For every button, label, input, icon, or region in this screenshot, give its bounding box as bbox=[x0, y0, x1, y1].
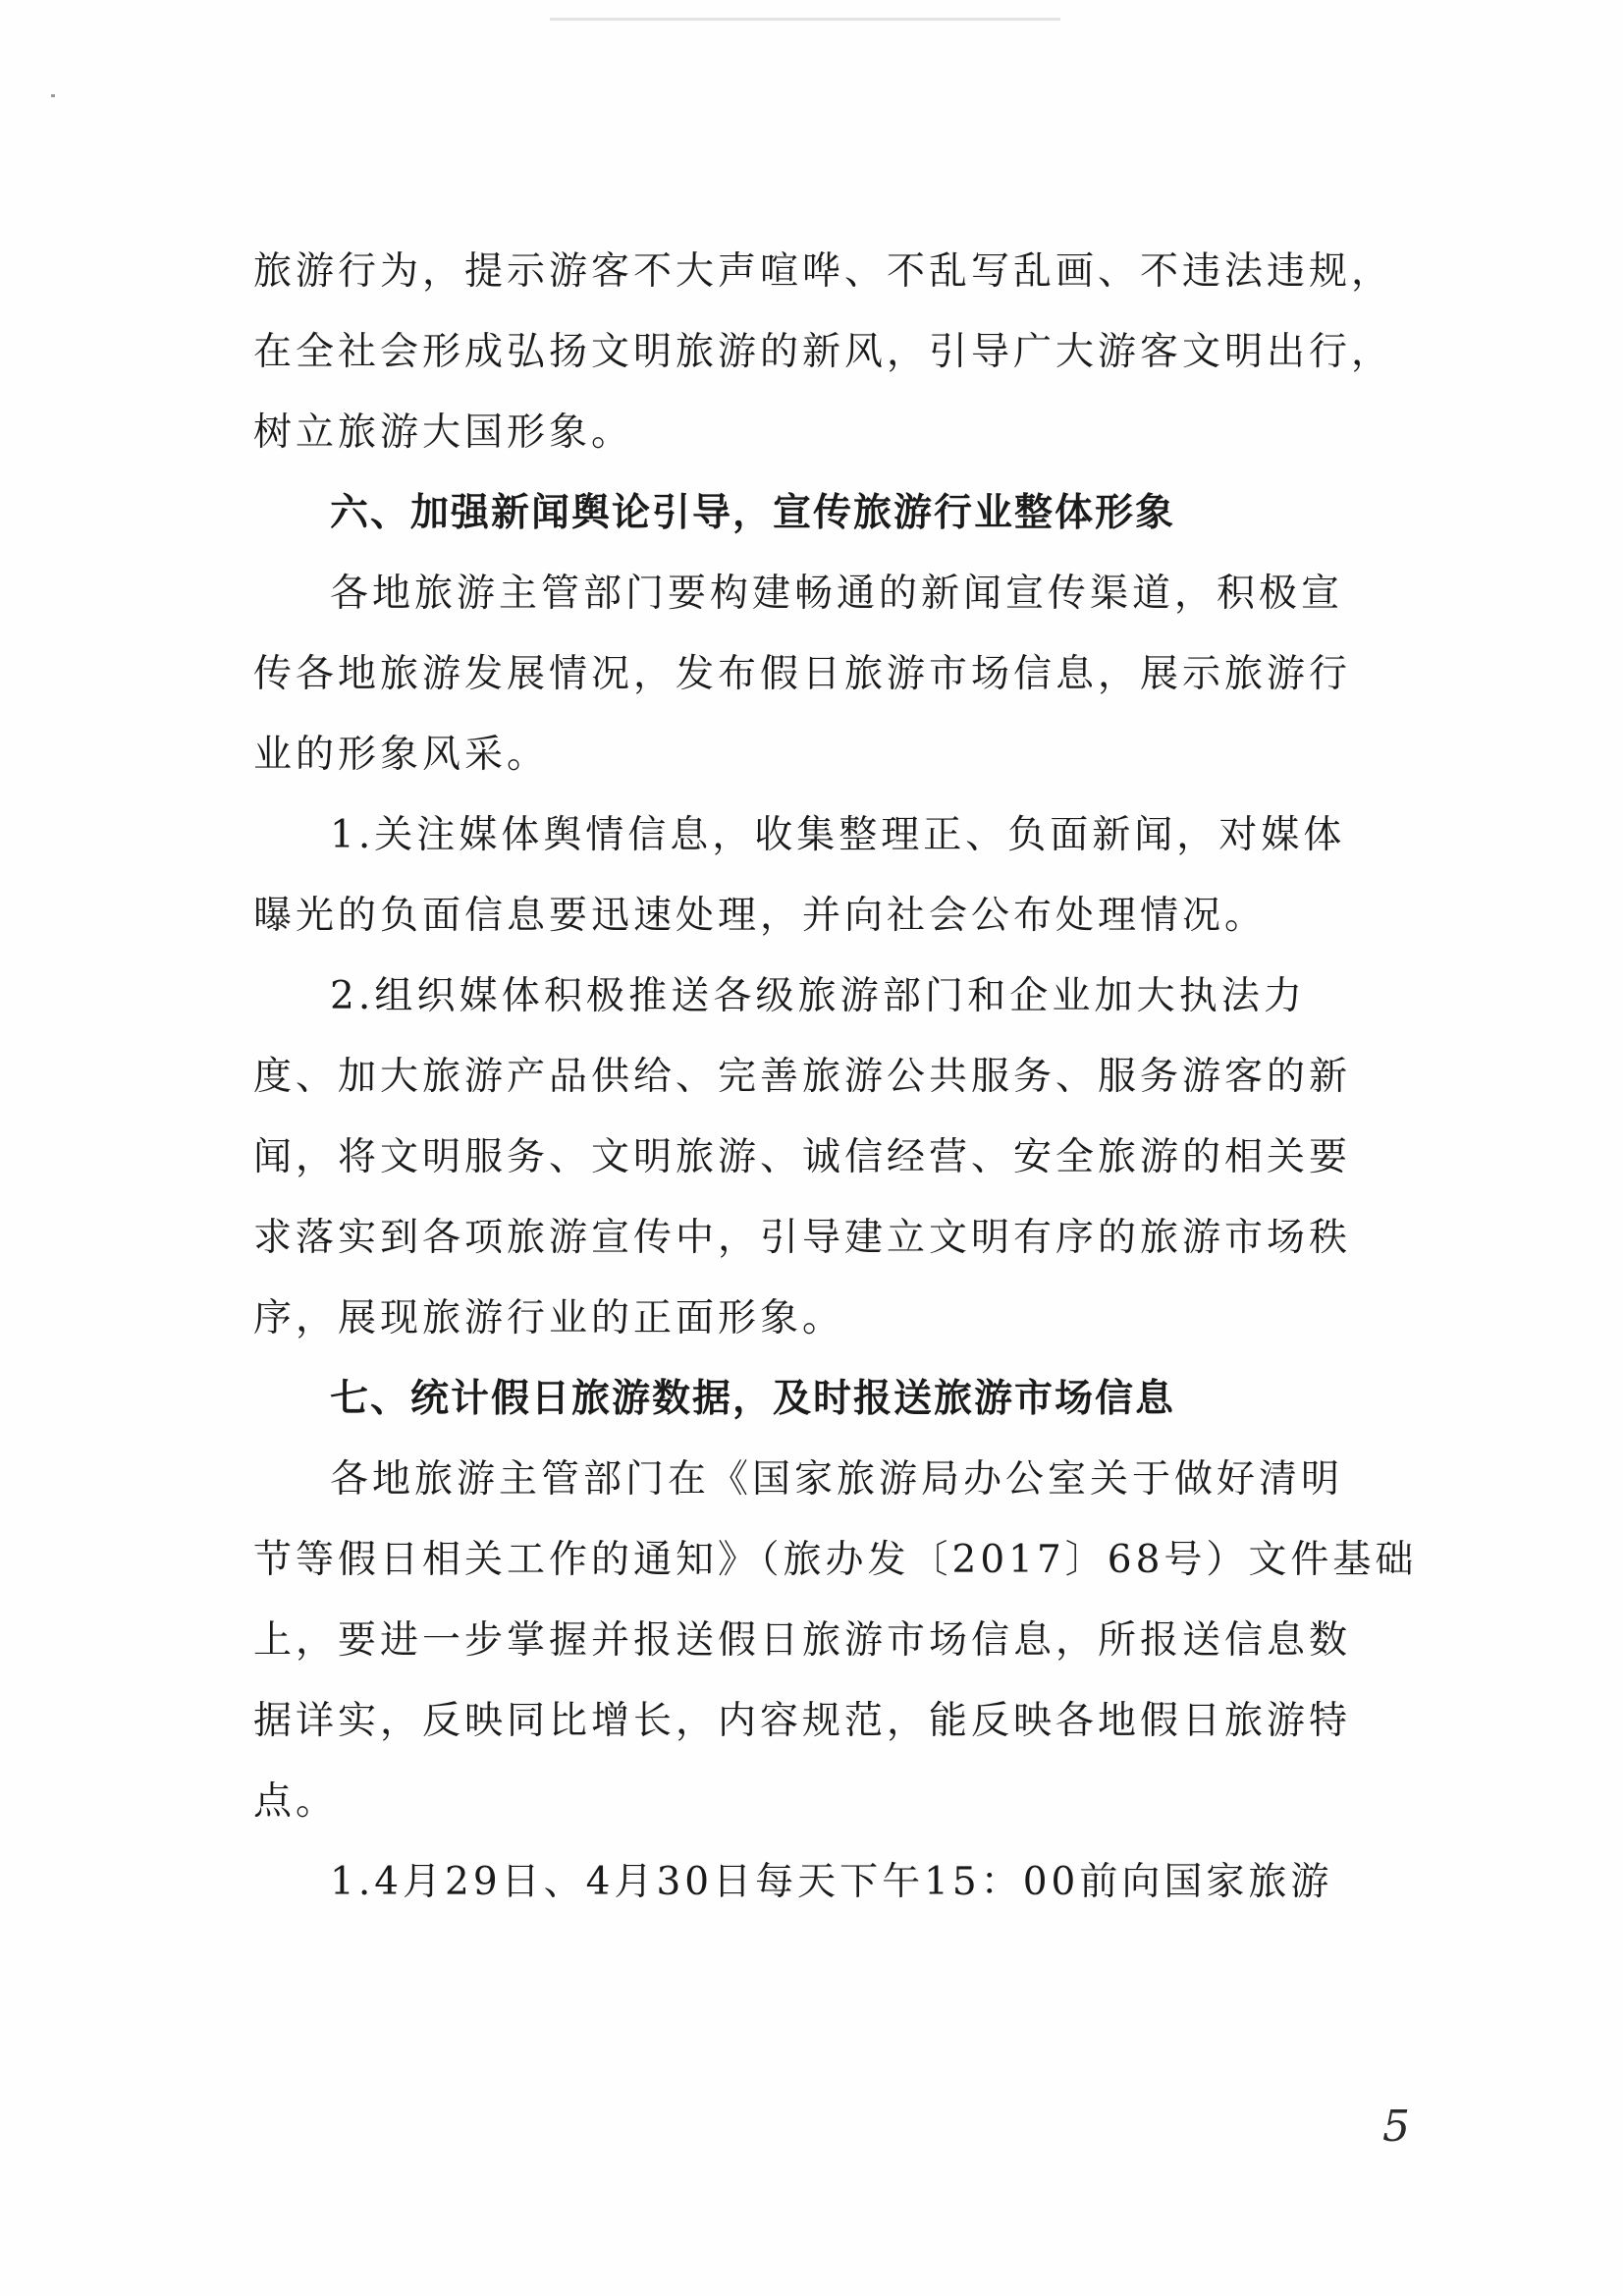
body-line: 度、加大旅游产品供给、完善旅游公共服务、服务游客的新 bbox=[253, 1055, 1352, 1099]
list-item-first-line: 1.4月29日、4月30日每天下午15：00前向国家旅游 bbox=[330, 1860, 1333, 1904]
body-line: 旅游行为，提示游客不大声喧哗、不乱写乱画、不违法违规， bbox=[253, 249, 1394, 294]
body-line: 上，要进一步掌握并报送假日旅游市场信息，所报送信息数 bbox=[253, 1618, 1352, 1663]
body-line: 曝光的负面信息要迅速处理，并向社会公布处理情况。 bbox=[253, 894, 1268, 938]
scan-artifact bbox=[550, 18, 1060, 21]
page-number: 5 bbox=[1382, 2102, 1410, 2152]
body-line: 节等假日相关工作的通知》（旅办发〔2017〕68号）文件基础 bbox=[253, 1538, 1418, 1582]
body-line: 在全社会形成弘扬文明旅游的新风，引导广大游客文明出行， bbox=[253, 330, 1394, 374]
body-line: 点。 bbox=[253, 1779, 339, 1824]
section-heading: 六、加强新闻舆论引导，宣传旅游行业整体形象 bbox=[330, 491, 1176, 535]
paragraph-first-line: 各地旅游主管部门要构建畅通的新闻宣传渠道，积极宣 bbox=[330, 572, 1344, 616]
body-line: 传各地旅游发展情况，发布假日旅游市场信息，展示旅游行 bbox=[253, 652, 1352, 696]
paragraph-first-line: 各地旅游主管部门在《国家旅游局办公室关于做好清明 bbox=[330, 1457, 1344, 1502]
body-line: 闻，将文明服务、文明旅游、诚信经营、安全旅游的相关要 bbox=[253, 1135, 1352, 1179]
body-line: 求落实到各项旅游宣传中，引导建立文明有序的旅游市场秩 bbox=[253, 1216, 1352, 1260]
list-item-first-line: 1.关注媒体舆情信息，收集整理正、负面新闻，对媒体 bbox=[330, 813, 1346, 857]
body-line: 据详实，反映同比增长，内容规范，能反映各地假日旅游特 bbox=[253, 1699, 1352, 1743]
body-line: 序，展现旅游行业的正面形象。 bbox=[253, 1296, 845, 1340]
body-line: 业的形象风采。 bbox=[253, 733, 550, 777]
scan-artifact bbox=[51, 94, 55, 97]
section-heading: 七、统计假日旅游数据，及时报送旅游市场信息 bbox=[330, 1377, 1176, 1421]
list-item-first-line: 2.组织媒体积极推送各级旅游部门和企业加大执法力 bbox=[330, 974, 1306, 1018]
document-body bbox=[253, 232, 1418, 1923]
body-line: 树立旅游大国形象。 bbox=[253, 410, 634, 455]
